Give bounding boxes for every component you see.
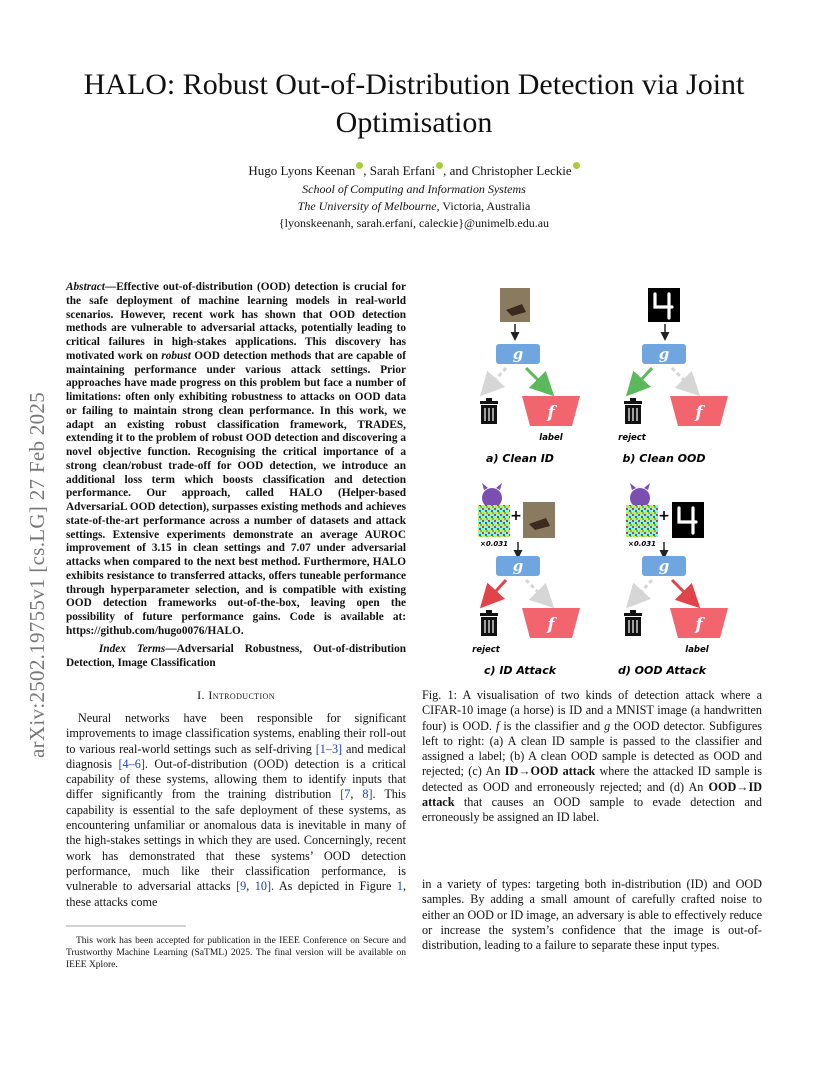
footnote-text: This work has been accepted for publication in the IEEE Conference on Secure and Trustworthy Machine Learning (SaTML) 2025. The final version will be available on IEEE Xplore. xyxy=(66,936,406,970)
caption-text: Fig. 1: A visualisation of two kinds of detection attack where a CIFAR-10 image (a horse) is ID and a MNIST image (a handwritten four) is OOD. xyxy=(422,688,762,733)
figure-1 xyxy=(422,280,762,680)
orcid-icon[interactable] xyxy=(356,162,363,169)
body-text: and medical diagnosis xyxy=(66,741,406,771)
body-text: . Out-of-distribution (OOD) detection is a critical capability of these systems, allowing them to identify inputs that differ significantly from the training distribution xyxy=(66,756,406,802)
subfigure-id-attack xyxy=(472,483,580,677)
section-number: I. xyxy=(197,688,205,702)
mnist-four-image xyxy=(648,288,680,322)
body-text: Neural networks have been responsible for significant improvements to image classification systems, enabling their roll-out to various real-world settings such as self-driving xyxy=(66,711,406,756)
citation-link[interactable]: [7 xyxy=(340,787,351,802)
author-name: Hugo Lyons Keenan xyxy=(248,163,356,178)
caption-bold: OOD→ID attack xyxy=(422,779,762,810)
right-column-text: in a variety of types: targeting both in-distribution (ID) and OOD samples. By adding a small amount of carefully crafted noise to either an OOD or ID image, an adversary is able to effectively reduce or increase the system’s confidence that the image is out-of-distribution, leading to a failure to separate these input types. xyxy=(422,877,762,953)
index-terms xyxy=(66,643,406,671)
citation-link[interactable]: [1–3] xyxy=(315,741,343,756)
subfigure-clean-ood xyxy=(618,288,728,465)
body-text: . This capability is essential to the safe deployment of these systems, as encountering unfamiliar or anomalous data is inevitable in many of the high-stakes settings in which they are used. Concerningly, recent work has demonstrated that these systems’ OOD detection performance, much like their classification performance, is vulnerable to adversarial attacks xyxy=(66,787,406,894)
detector-g-label: g xyxy=(658,345,670,363)
detector-g-label: g xyxy=(658,557,670,575)
citation-link[interactable]: [9 xyxy=(236,879,247,894)
paper-title: HALO: Robust Out-of-Distribution Detection via Joint Optimisation xyxy=(83,68,745,139)
affiliation-school: School of Computing and Information Systems xyxy=(302,182,526,196)
detector-g-label: g xyxy=(512,345,524,363)
figure-caption xyxy=(422,688,762,826)
classifier-f-label: f xyxy=(547,615,555,635)
section-heading xyxy=(66,688,406,703)
caption-text: where the attacked ID sample is detected as OOD and erroneously rejected; and (d) An xyxy=(422,764,762,794)
trash-icon xyxy=(480,398,498,424)
author-emails: {lyonskeenanh, sarah.erfani, caleckie}@unimelb.edu.au xyxy=(278,216,550,230)
plus-sign: + xyxy=(510,508,522,524)
plus-sign: + xyxy=(658,508,670,524)
author-name: Christopher Leckie xyxy=(471,163,572,178)
adversarial-noise-image xyxy=(626,505,658,537)
caption-bold: ID→OOD attack xyxy=(504,764,596,779)
subfigure-clean-id xyxy=(480,288,580,465)
trash-icon xyxy=(624,398,642,424)
footnote-rule xyxy=(66,925,406,927)
affiliation-university: The University of Melbourne xyxy=(297,199,437,213)
index-terms-label: Index Terms xyxy=(98,643,166,655)
citation-link[interactable]: 8] xyxy=(362,787,373,802)
abstract-text: —Effective out-of-distribution (OOD) detection is crucial for the safe deployment of machine learning models in real-world scenarios. However, recent work has shown that OOD detection methods are vulnerable to adversarial attacks, potentially leading to critical failures in high-stakes applications. This discovery has motivated work on xyxy=(66,281,406,362)
arxiv-identifier: arXiv:2502.19755v1 [cs.LG] 27 Feb 2025 xyxy=(25,391,49,758)
detector-g-label: g xyxy=(512,557,524,575)
orcid-icon[interactable] xyxy=(436,162,443,169)
caption-text: that causes an OOD sample to evade detection and erroneously be assigned an ID label. xyxy=(422,795,762,825)
horse-image xyxy=(523,502,555,538)
epsilon-value: ×0.031 xyxy=(627,540,657,548)
abstract-emphasis: robust xyxy=(161,349,191,362)
label-annotation: label xyxy=(685,645,709,655)
affiliation xyxy=(60,181,768,232)
body-text: , these attacks come xyxy=(66,879,406,909)
author-list: Hugo Lyons Keenan , Sarah Erfani , and Christopher Leckie xyxy=(60,162,768,180)
reject-annotation: reject xyxy=(618,433,646,443)
footnote xyxy=(66,935,406,971)
affiliation-location: , Victoria, Australia xyxy=(436,199,531,213)
index-terms-text: —Adversarial Robustness, Out-of-distribution Detection, Image Classification xyxy=(66,643,406,669)
trash-icon xyxy=(480,610,498,636)
caption-text: the OOD detector. Subfigures left to right: (a) A clean ID sample is passed to the classifier and assigned a label; (b) A clean OOD sample is detected as OOD and rejected; (c) An xyxy=(422,718,762,779)
abstract-label: Abstract xyxy=(66,281,105,293)
subfigure-caption: d) OOD Attack xyxy=(617,664,707,677)
classifier-f-label: f xyxy=(547,403,555,423)
subfigure-caption: c) ID Attack xyxy=(483,664,557,677)
section-title: Introduction xyxy=(208,688,275,702)
subfigure-ood-attack xyxy=(618,483,728,677)
subfigure-caption: b) Clean OOD xyxy=(622,452,706,465)
horse-image xyxy=(500,288,530,322)
epsilon-value: ×0.031 xyxy=(479,540,509,548)
orcid-icon[interactable] xyxy=(573,162,580,169)
label-annotation: label xyxy=(539,433,563,443)
body-text: . As depicted in Figure xyxy=(271,879,397,894)
classifier-f-label: f xyxy=(695,615,703,635)
trash-icon xyxy=(624,610,642,636)
caption-text: is the classifier and xyxy=(499,718,605,733)
classifier-f-label: f xyxy=(695,403,703,423)
adversarial-noise-image xyxy=(478,505,510,537)
figure-ref-link[interactable]: 1 xyxy=(396,879,403,894)
caption-symbol: g xyxy=(604,718,611,733)
subfigure-caption: a) Clean ID xyxy=(486,452,554,465)
abstract-text: OOD detection methods that are capable of maintaining performance under various attack settings. Prior approaches have made progress on this problem but face a number of limitations: often only exhibiting robustness to attacks on OOD data or failing to maintain strong clean performance. In this work, we adapt an existing robust classification framework, TRADES, extending it to the problem of robust OOD detection and discovering a novel objective function. Recognising the critical importance of a strong clean/robust trade-off for OOD detection, we introduce an additional loss term which boosts classification and detection performance. Our approach, called HALO (Helper-based AdversariaL OOD detection), surpasses existing methods and achieves state-of-the-art performance across a number of datasets and attack settings. Extensive experiments demonstrate an average AUROC improvement of 3.15 in clean settings and 7.07 under adversarial attacks when compared to the next best method. Furthermore, HALO exhibits resistance to transferred attacks, offers tuneable performance through hyperparameter selection, and is compatible with existing OOD detection frameworks out-of-the-box, leaving open the possibility of future performance gains. Code is available at: https://github.com/hugo0076/HALO. xyxy=(66,349,406,637)
mnist-four-image xyxy=(672,502,704,538)
author-name: Sarah Erfani xyxy=(369,163,436,178)
abstract xyxy=(66,281,406,639)
reject-annotation: reject xyxy=(472,645,500,655)
caption-symbol: f xyxy=(496,718,500,733)
citation-link[interactable]: 10] xyxy=(254,879,272,894)
citation-link[interactable]: [4–6] xyxy=(118,756,145,771)
introduction-text: Neural networks have been responsible for significant improvements to image classification systems, enabling their roll-out to various real-world settings such as self-driving [1–3] and medical diagnosis [4–6]. Out-of-distribution (OOD) detection is a critical capability of these systems, allowing them to identify inputs that differ significantly from the training distribution [7, 8]. This capability is essential to the safe deployment of these systems, as encountering unfamiliar or anomalous data is inevitable in many of the high-stakes settings in which they are used. Concerningly, recent work has demonstrated that these systems’ OOD detection performance, much like their classification performance, is vulnerable to adversarial attacks [9, 10]. As depicted in Figure 1, these attacks come xyxy=(66,711,406,909)
